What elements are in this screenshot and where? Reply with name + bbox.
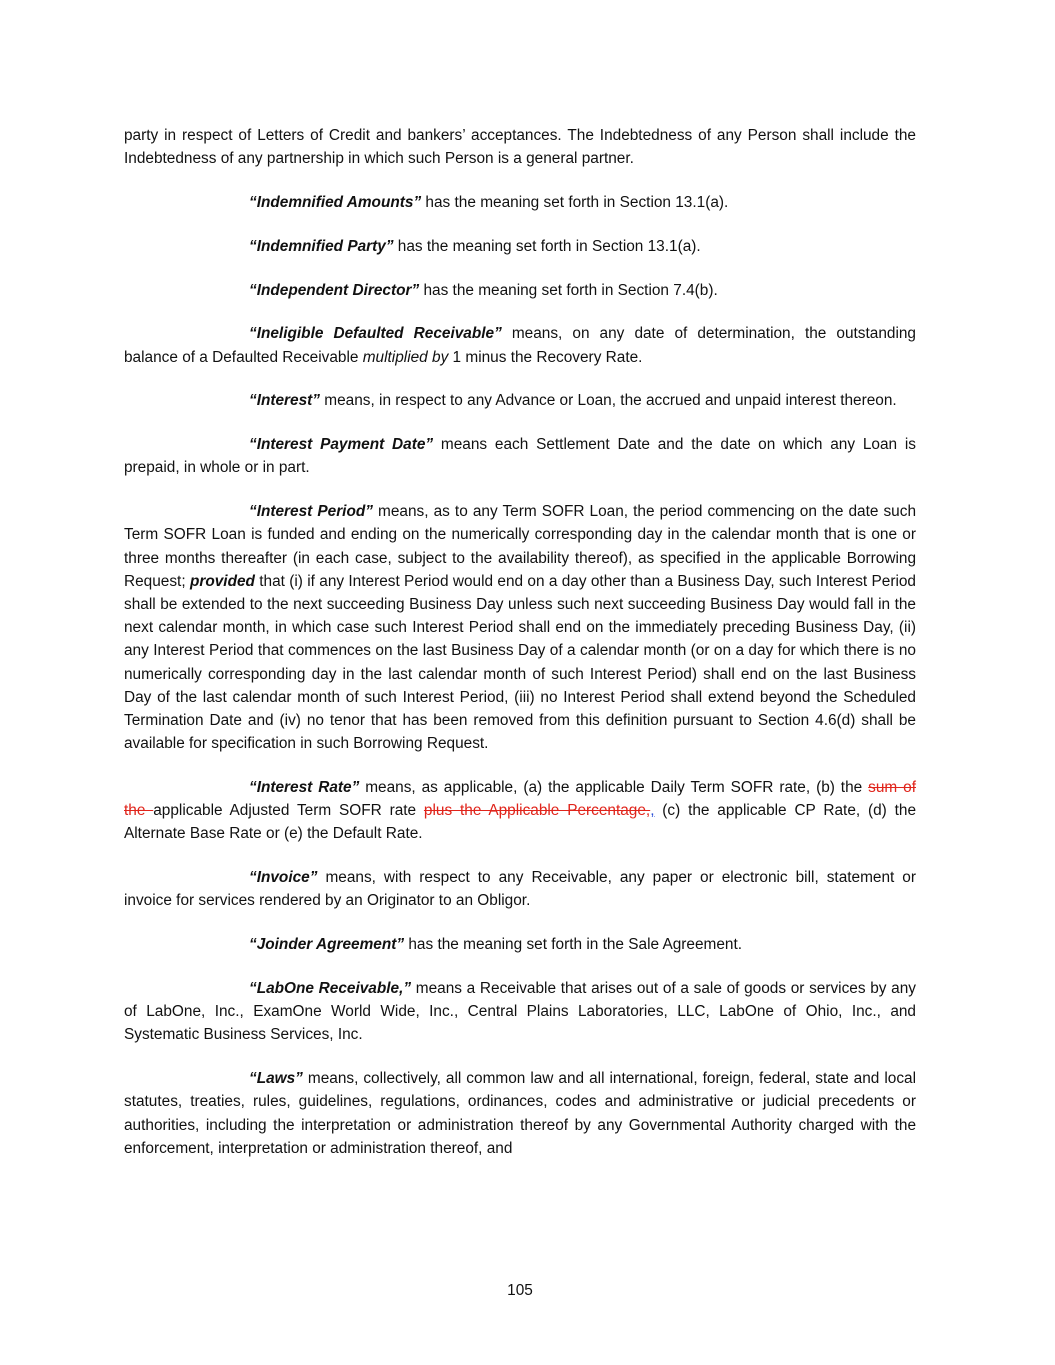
definition-independent-director [124,279,916,302]
defined-term: “Interest” [249,392,320,410]
definition-joinder-agreement [124,933,916,956]
defined-term: “Interest Rate” [249,779,360,797]
tracked-insertion: , [650,802,655,820]
definition-ineligible-defaulted-receivable [124,322,916,368]
definition-text: means, with respect to any Receivable, any paper or electronic bill, statement or invoice for services rendered by an Originator to an Obligor. [124,869,916,910]
definition-text: means, in respect to any Advance or Loan, the accrued and unpaid interest thereon. [320,392,897,410]
defined-term: “Invoice” [249,869,318,887]
definition-interest-payment-date [124,433,916,479]
definition-text: 1 minus the Recovery Rate. [448,348,643,366]
carryover-paragraph [124,124,916,170]
definition-text: has the meaning set forth in Section 7.4(b). [419,281,718,299]
definition-indemnified-amounts [124,191,916,214]
tracked-deletion: sum of the [124,779,916,820]
definition-text: means, on any date of determination, the outstanding balance of a Defaulted Receivable [124,325,916,366]
defined-term: “Interest Payment Date” [249,436,434,454]
tracked-deletion: plus the Applicable Percentage, [423,802,651,820]
defined-term: “Independent Director” [249,281,420,299]
definition-laws [124,1067,916,1160]
definition-text: has the meaning set forth in Section 13.1(a). [421,194,729,211]
definition-interest [124,389,916,412]
defined-term: “Ineligible Defaulted Receivable” [249,325,502,343]
definition-indemnified-party [124,235,916,258]
carryover-text: party in respect of Letters of Credit and bankers’ acceptances. The Indebtedness of any Person shall include the Indebtedness of any partnership in which such Person is a general partner. [124,127,916,168]
definition-invoice [124,866,916,912]
definition-text: (c) the applicable CP Rate, (d) the Alternate Base Rate or (e) the Default Rate. [124,802,917,843]
definition-text: means, collectively, all common law and all international, foreign, federal, state and local statutes, treaties, rules, guidelines, regulations, ordinances, codes and administrative or judicial precedents or authorities, including the interpretation or administration thereof by any Governmental Authority charged with the enforcement, interpretation or administration thereof, and [124,1070,916,1157]
definition-text: has the meaning set forth in Section 13.1(a). [393,237,701,255]
proviso-word: provided [189,572,255,590]
definition-text: means, as to any Term SOFR Loan, the period commencing on the date such Term SOFR Loan is funded and ending on the numerically corresponding day in the calendar month that is one or three months thereafter (in each case, subject to the availability thereof), as specified in the applicable Borrowing Request; [124,503,917,590]
definition-labone-receivable [124,977,916,1047]
italic-phrase: multiplied by [362,348,449,366]
document-page [124,124,916,1181]
defined-term: “Indemnified Amounts” [249,194,422,211]
definition-text: has the meaning set forth in the Sale Agreement. [404,936,743,954]
defined-term: “Joinder Agreement” [249,936,405,954]
defined-term: “Interest Period” [249,503,373,521]
defined-term: “LabOne Receivable,” [249,980,412,998]
definition-text: means, as applicable, (a) the applicable Daily Term SOFR rate, (b) the [359,779,869,797]
definition-interest-period [124,500,916,755]
definition-text: means each Settlement Date and the date on which any Loan is prepaid, in whole or in part. [124,436,917,477]
defined-term: “Indemnified Party” [249,237,394,255]
definition-text: that (i) if any Interest Period would end on a day other than a Business Day, such Interest Period shall be extended to the next succeeding Business Day unless such next succeeding Business Day would fall in the next calendar month, in which case such Interest Period shall end on the immediately preceding Business Day, (ii) any Interest Period that commences on the last Business Day of a calendar month (or on a day for which there is no numerically corresponding day in the last calendar month of such Interest Period) shall end on the last Business Day of the last calendar month of such Interest Period, (iii) no Interest Period shall extend beyond the Scheduled Termination Date and (iv) no tenor that has been removed from this definition pursuant to Section 4.6(d) shall be available for specification in such Borrowing Request. [124,572,916,753]
definition-text: applicable Adjusted Term SOFR rate [153,802,424,820]
definition-interest-rate [124,776,916,846]
definition-text: means a Receivable that arises out of a sale of goods or services by any of LabOne, Inc., ExamOne World Wide, Inc., Central Plains Laboratories, LLC, LabOne of Ohio, Inc., and Systematic Business Services, Inc. [124,980,916,1044]
page-number: 105 [507,1282,533,1299]
defined-term: “Laws” [249,1070,303,1088]
